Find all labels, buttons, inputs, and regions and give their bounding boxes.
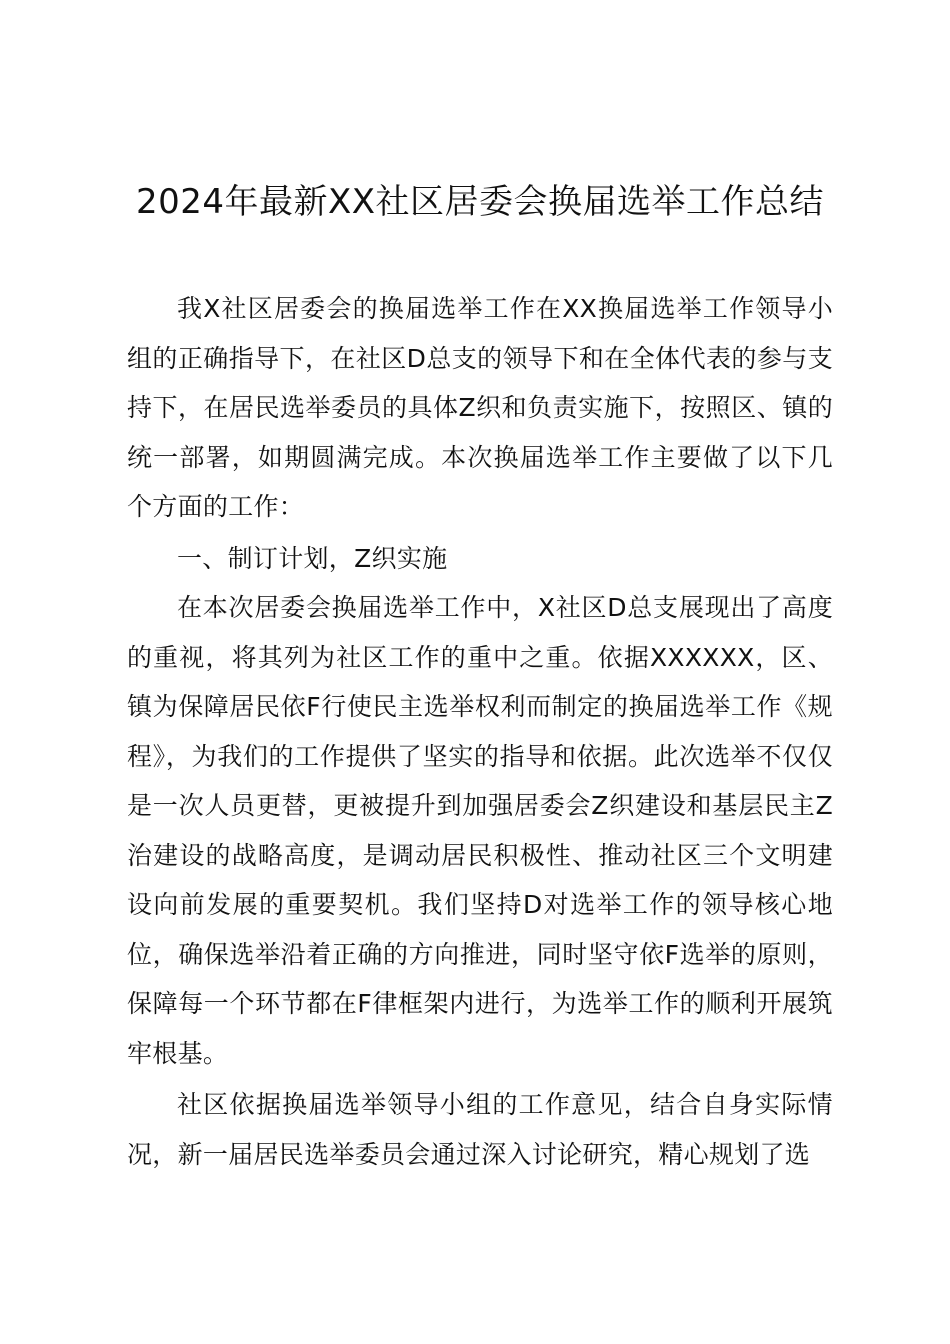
section-heading: 一、制订计划，Z织实施: [177, 543, 448, 573]
paragraph-planning: 社区依据换届选举领导小组的工作意见，结合自身实际情况，新一届居民选举委员会通过深入讨论研究，精心规划了选: [127, 1090, 833, 1169]
paragraph-intro: 我X社区居委会的换届选举工作在XX换届选举工作领导小组的正确指导下，在社区D总支的领导下和在全体代表的参与支持下，在居民选举委员的具体Z织和负责实施下，按照区、镇的统一部署，如期圆满完成。本次换届选举工作主要做了以下几个方面的工作：: [127, 294, 833, 521]
document-title: 2024年最新XX社区居委会换届选举工作总结: [135, 182, 825, 222]
paragraph-section-one: 在本次居委会换届选举工作中，X社区D总支展现出了高度的重视，将其列为社区工作的重中之重。依据XXXXXX，区、镇为保障居民依F行使民主选举权利而制定的换届选举工作《规程》，为我们的工作提供了坚实的指导和依据。此次选举不仅仅是一次人员更替，更被提升到加强居委会Z织建设和基层民主Z治建设的战略高度，是调动居民积极性、推动社区三个文明建设向前发展的重要契机。我们坚持D对选举工作的领导核心地位，确保选举沿着正确的方向推进，同时坚守依F选举的原则，保障每一个环节都在F律框架内进行，为选举工作的顺利开展筑牢根基。: [127, 593, 833, 1068]
document-body: [127, 284, 833, 1181]
